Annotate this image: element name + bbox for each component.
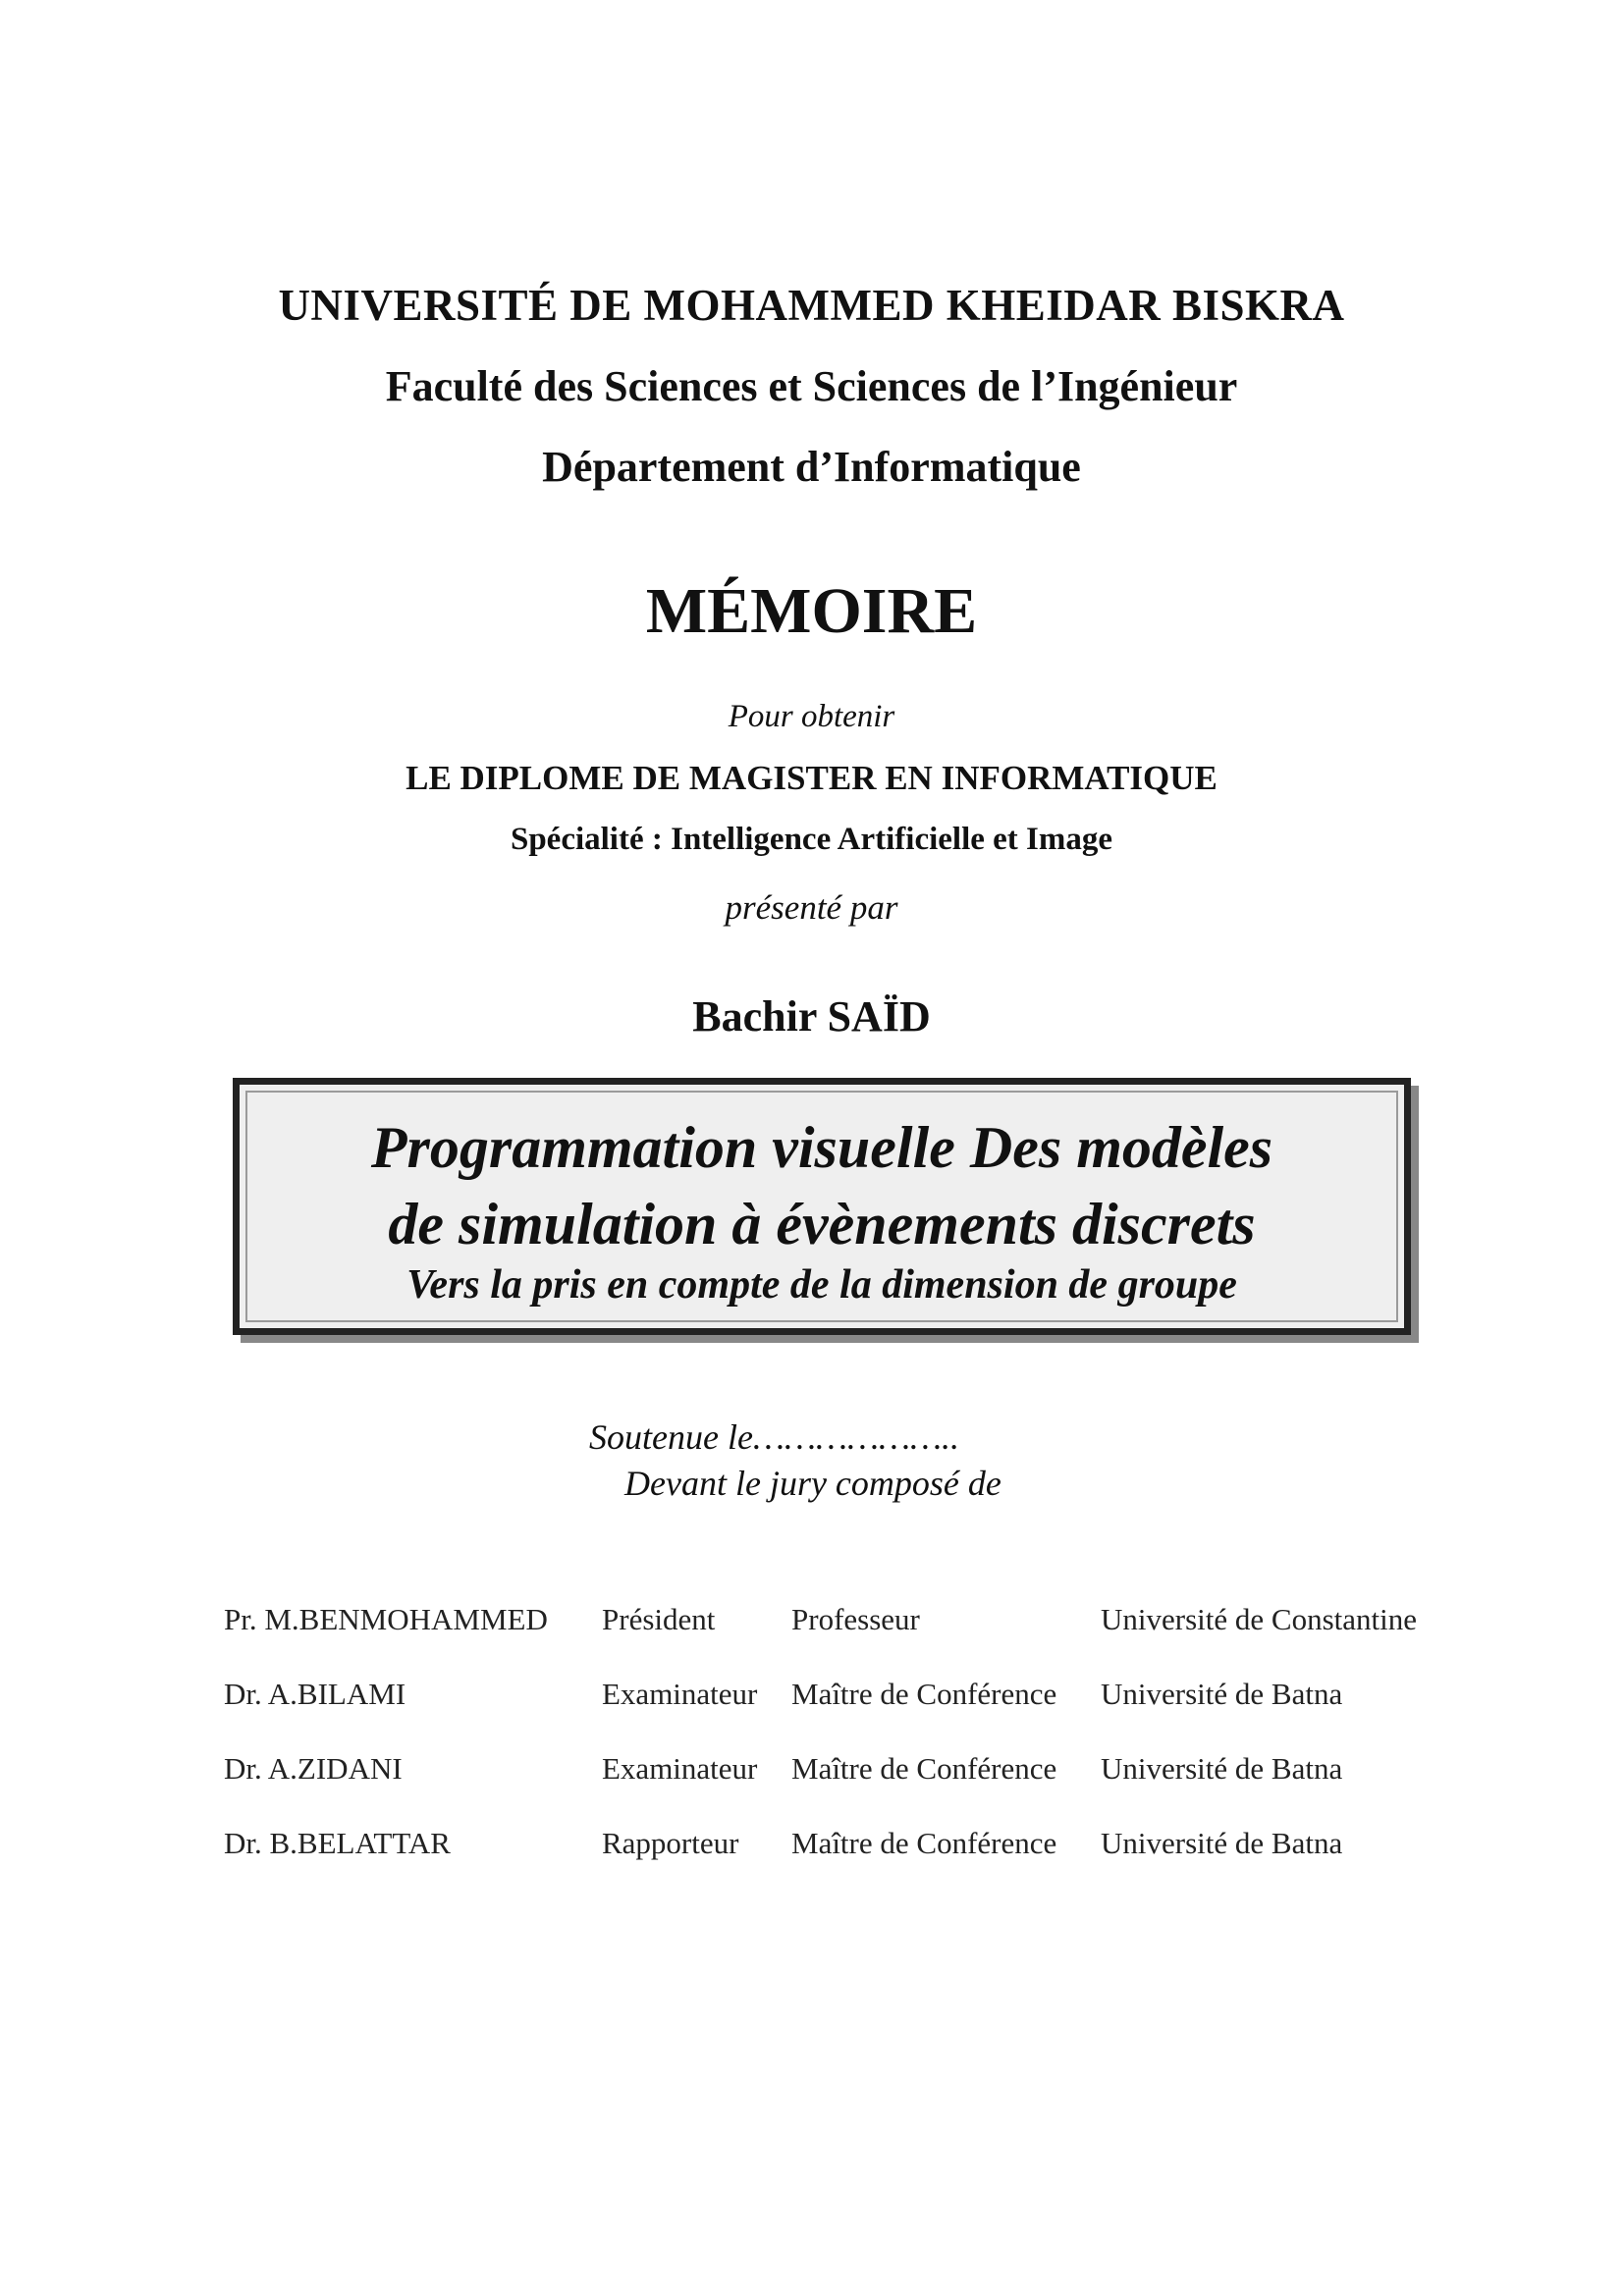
pour-obtenir-text: Pour obtenir (728, 699, 895, 734)
jury-member-university: Université de Batna (1101, 1826, 1343, 1860)
jury-member-grade: Maître de Conférence (791, 1751, 1057, 1786)
jury-member-grade: Maître de Conférence (791, 1826, 1057, 1860)
jury-member-grade: Professeur (791, 1602, 920, 1636)
jury-member-role: Président (602, 1602, 716, 1636)
jury-member-name: Dr. A.ZIDANI (224, 1751, 403, 1786)
thesis-title-line-2: de simulation à évènements discrets (388, 1192, 1256, 1256)
department-name: Département d’Informatique (542, 443, 1081, 491)
presented-by-text: présenté par (725, 888, 898, 927)
jury-member-name: Dr. A.BILAMI (224, 1677, 406, 1711)
jury-row (224, 1751, 1520, 1826)
defense-date-line: Soutenue le……………….. (589, 1417, 959, 1457)
jury-member-name: Dr. B.BELATTAR (224, 1826, 451, 1860)
faculty-name: Faculté des Sciences et Sciences de l’Ingénieur (385, 362, 1238, 410)
jury-member-name: Pr. M.BENMOHAMMED (224, 1602, 548, 1636)
thesis-title-box (233, 1078, 1411, 1335)
university-name: UNIVERSITÉ DE MOHAMMED KHEIDAR BISKRA (278, 281, 1345, 330)
thesis-title-line-1: Programmation visuelle Des modèles (370, 1115, 1273, 1180)
specialty-text: Spécialité : Intelligence Artificielle et Image (510, 822, 1113, 857)
jury-table (224, 1602, 1520, 1900)
jury-row (224, 1826, 1520, 1900)
jury-row (224, 1677, 1520, 1751)
jury-member-grade: Maître de Conférence (791, 1677, 1057, 1711)
jury-member-university: Université de Constantine (1101, 1602, 1417, 1636)
jury-member-role: Rapporteur (602, 1826, 739, 1860)
author-name: Bachir SAÏD (692, 992, 931, 1041)
jury-member-role: Examinateur (602, 1677, 758, 1711)
document-type: MÉMOIRE (645, 575, 978, 647)
jury-intro-line: Devant le jury composé de (624, 1464, 1001, 1503)
jury-row (224, 1602, 1520, 1677)
jury-member-university: Université de Batna (1101, 1751, 1343, 1786)
jury-member-university: Université de Batna (1101, 1677, 1343, 1711)
jury-member-role: Examinateur (602, 1751, 758, 1786)
thesis-subtitle: Vers la pris en compte de la dimension de groupe (406, 1262, 1237, 1308)
diploma-title: LE DIPLOME DE MAGISTER EN INFORMATIQUE (406, 759, 1217, 797)
